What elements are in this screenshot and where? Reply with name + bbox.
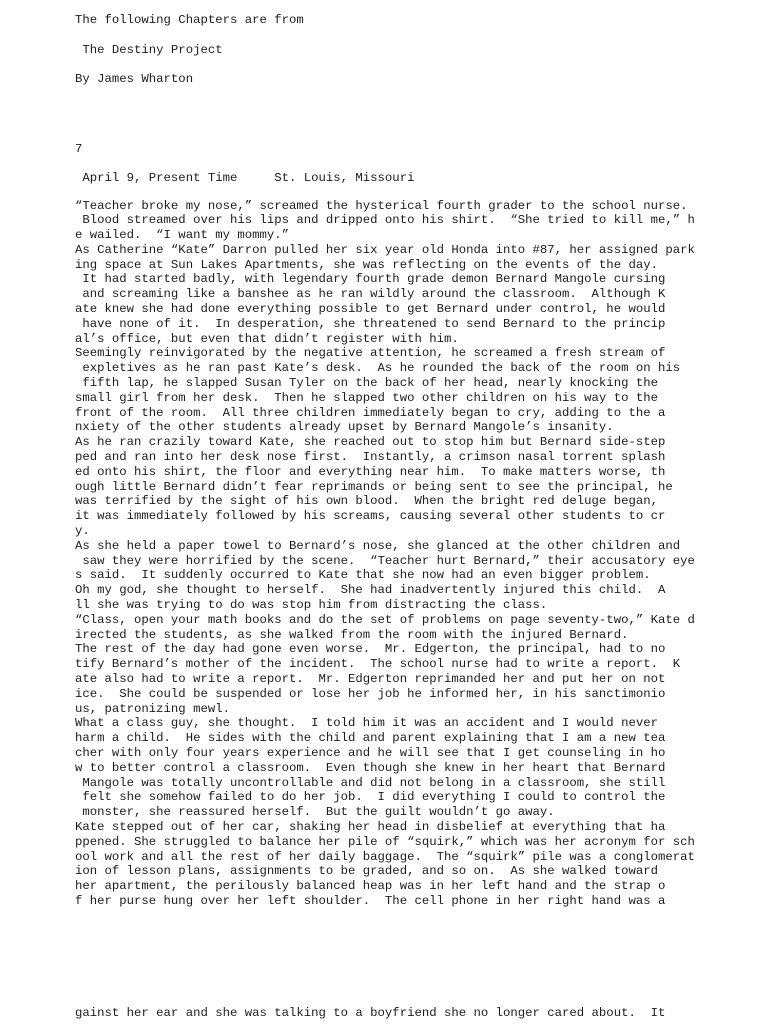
text-line: small girl from her desk. Then he slapped two other children on his way to the: [75, 390, 658, 405]
header-line-1: The following Chapters are from: [75, 13, 304, 27]
text-line: f her purse hung over her left shoulder. The cell phone in her right hand was a: [75, 893, 666, 908]
text-line: “Class, open your math books and do the set of problems on page seventy-two,” Kate d: [75, 612, 695, 627]
text-line: What a class guy, she thought. I told him it was an accident and I would never: [75, 716, 658, 731]
text-line: Blood streamed over his lips and dripped onto his shirt. “She tried to kill me,” h: [75, 213, 695, 228]
text-line: As he ran crazily toward Kate, she reached out to stop him but Bernard side-step: [75, 435, 666, 450]
text-line: ing space at Sun Lakes Apartments, she was reflecting on the events of the day.: [75, 257, 658, 272]
text-line: The rest of the day had gone even worse. Mr. Edgerton, the principal, had to no: [75, 642, 666, 657]
text-line: have none of it. In desperation, she threatened to send Bernard to the princip: [75, 316, 666, 331]
text-line: her apartment, the perilously balanced heap was in her left hand and the strap o: [75, 879, 666, 894]
text-line: Kate stepped out of her car, shaking her head in disbelief at everything that ha: [75, 819, 666, 834]
text-line: harm a child. He sides with the child and parent explaining that I am a new tea: [75, 731, 666, 746]
text-line: nxiety of the other students already upset by Bernard Mangole’s insanity.: [75, 420, 614, 435]
text-line: ice. She could be suspended or lose her job he informed her, in his sanctimonio: [75, 686, 666, 701]
text-line: it was immediately followed by his screams, causing several other students to cr: [75, 509, 666, 524]
text-line: Oh my god, she thought to herself. She had inadvertently injured this child. A: [75, 583, 666, 598]
text-line: ped and ran into her desk nose first. Instantly, a crimson nasal torrent splash: [75, 450, 666, 465]
text-line: ed onto his shirt, the floor and everything near him. To make matters worse, th: [75, 464, 666, 479]
text-line: ll she was trying to do was stop him from distracting the class.: [75, 598, 548, 613]
book-title: The Destiny Project: [75, 42, 223, 57]
text-line: expletives as he ran past Kate’s desk. As he rounded the back of the room on his: [75, 361, 681, 376]
text-line: monster, she reassured herself. But the guilt wouldn’t go away.: [75, 805, 555, 820]
text-line: Seemingly reinvigorated by the negative attention, he screamed a fresh stream of: [75, 346, 666, 361]
text-line: ion of lesson plans, assignments to be graded, and so on. As she walked toward: [75, 864, 658, 879]
body-text: [75, 199, 715, 909]
text-line: As she held a paper towel to Bernard’s nose, she glanced at the other children and: [75, 538, 681, 553]
text-line: It had started badly, with legendary fourth grade demon Bernard Mangole cursing: [75, 272, 666, 287]
text-line: front of the room. All three children immediately began to cry, adding to the a: [75, 405, 666, 420]
text-line: y.: [75, 524, 90, 539]
text-line: ppened. She struggled to balance her pile of “squirk,” which was her acronym for sch: [75, 834, 695, 849]
text-line: felt she somehow failed to do her job. I did everything I could to control the: [75, 790, 666, 805]
text-line: ate knew she had done everything possible to get Bernard under control, he would: [75, 302, 666, 317]
text-line: ool work and all the rest of her daily baggage. The “squirk” pile was a conglomerat: [75, 849, 695, 864]
text-line: tify Bernard’s mother of the incident. The school nurse had to write a report. K: [75, 657, 681, 672]
text-line: s said. It suddenly occurred to Kate that she now had an even bigger problem.: [75, 568, 651, 583]
text-line: e wailed. “I want my mommy.”: [75, 228, 290, 243]
continuation-line: gainst her ear and she was talking to a boyfriend she no longer cared about. It: [75, 1006, 666, 1020]
document-page: [75, 12, 715, 909]
text-line: irected the students, as she walked from the room with the injured Bernard.: [75, 627, 629, 642]
dateline: April 9, Present Time St. Louis, Missouri: [75, 170, 415, 185]
author-line: By James Wharton: [75, 72, 194, 86]
text-line: ough little Bernard didn’t fear reprimands or being sent to see the principal, he: [75, 479, 673, 494]
text-line: w to better control a classroom. Even though she knew in her heart that Bernard: [75, 760, 666, 775]
text-line: saw they were horrified by the scene. “Teacher hurt Bernard,” their accusatory eye: [75, 553, 695, 568]
chapter-number: 7: [75, 141, 83, 156]
text-line: As Catherine “Kate” Darron pulled her six year old Honda into #87, her assigned park: [75, 242, 695, 257]
text-line: “Teacher broke my nose,” screamed the hysterical fourth grader to the school nurse.: [75, 198, 688, 213]
text-line: cher with only four years experience and he will see that I get counseling in ho: [75, 745, 666, 760]
text-line: was terrified by the sight of his own blood. When the bright red deluge began,: [75, 494, 658, 509]
text-line: fifth lap, he slapped Susan Tyler on the back of her head, nearly knocking the: [75, 376, 658, 391]
text-line: ate also had to write a report. Mr. Edgerton reprimanded her and put her on not: [75, 672, 666, 686]
text-line: us, patronizing mewl.: [75, 701, 230, 716]
text-line: and screaming like a banshee as he ran wildly around the classroom. Although K: [75, 287, 666, 302]
text-line: Mangole was totally uncontrollable and did not belong in a classroom, she still: [75, 775, 666, 790]
text-line: al’s office, but even that didn’t register with him.: [75, 331, 459, 346]
